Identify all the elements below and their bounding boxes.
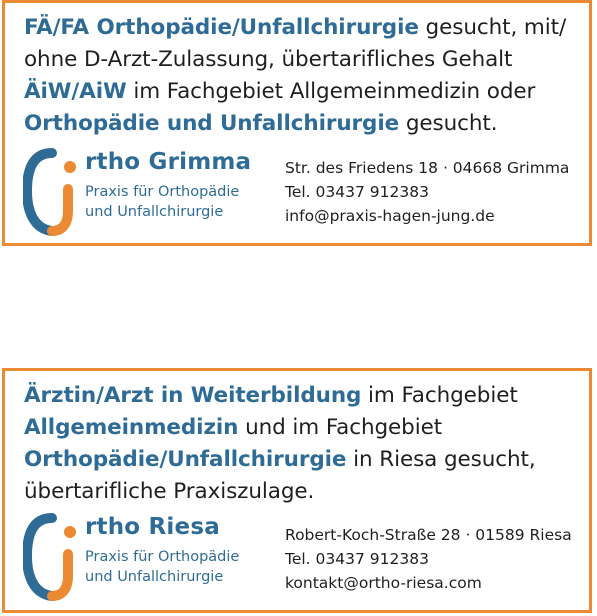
- logo-subtitle-line: und Unfallchirurgie: [85, 204, 224, 220]
- headline-highlight: ÄiW/AiW: [24, 79, 127, 104]
- contact-block: [285, 156, 569, 228]
- headline-highlight: Ärztin/Arzt in Weiterbildung: [24, 383, 362, 408]
- contact-address: Robert-Koch-Straße 28 · 01589 Riesa: [285, 526, 572, 544]
- headline-text: und im Fachgebiet: [238, 415, 443, 440]
- headline-text: gesucht, mit/: [418, 15, 567, 40]
- logo-subtitle-line: und Unfallchirurgie: [85, 569, 224, 585]
- job-ad-riesa: [2, 368, 592, 613]
- contact-email[interactable]: info@praxis-hagen-jung.de: [285, 207, 495, 225]
- job-ad-headline: [24, 380, 579, 508]
- job-ad-grimma: [2, 0, 592, 246]
- contact-phone: Tel. 03437 912383: [285, 550, 429, 568]
- headline-text: in Riesa gesucht,: [346, 447, 536, 472]
- contact-email[interactable]: kontakt@ortho-riesa.com: [285, 574, 482, 592]
- contact-block: [285, 523, 572, 595]
- job-ad-headline: [24, 12, 579, 140]
- logo-name: rtho Riesa: [85, 514, 220, 540]
- ortho-o-mark-icon: [23, 510, 83, 602]
- contact-address: Str. des Friedens 18 · 04668 Grimma: [285, 159, 570, 177]
- headline-text: gesucht.: [399, 111, 498, 136]
- headline-text: im Fachgebiet: [361, 383, 518, 408]
- headline-text: im Fachgebiet Allgemeinmedizin oder: [126, 79, 536, 104]
- ortho-grimma-logo: [23, 145, 273, 235]
- headline-text: ohne D-Arzt-Zulassung, übertarifliches Gehalt: [24, 47, 513, 72]
- logo-name: rtho Grimma: [85, 149, 252, 175]
- logo-subtitle-line: Praxis für Orthopädie: [85, 549, 240, 565]
- logo-subtitle: [85, 547, 239, 587]
- headline-highlight: Orthopädie/Unfallchirurgie: [24, 447, 347, 472]
- headline-highlight: Orthopädie und Unfallchirurgie: [24, 111, 400, 136]
- logo-subtitle-line: Praxis für Orthopädie: [85, 184, 240, 200]
- ortho-riesa-logo: [23, 510, 273, 600]
- headline-text: übertarifliche Praxiszulage.: [24, 479, 315, 504]
- ortho-o-mark-icon: [23, 145, 83, 237]
- headline-highlight: FÄ/FA Orthopädie/Unfallchirurgie: [24, 15, 419, 40]
- headline-highlight: Allgemeinmedizin: [24, 415, 239, 440]
- logo-subtitle: [85, 182, 239, 222]
- contact-phone: Tel. 03437 912383: [285, 183, 429, 201]
